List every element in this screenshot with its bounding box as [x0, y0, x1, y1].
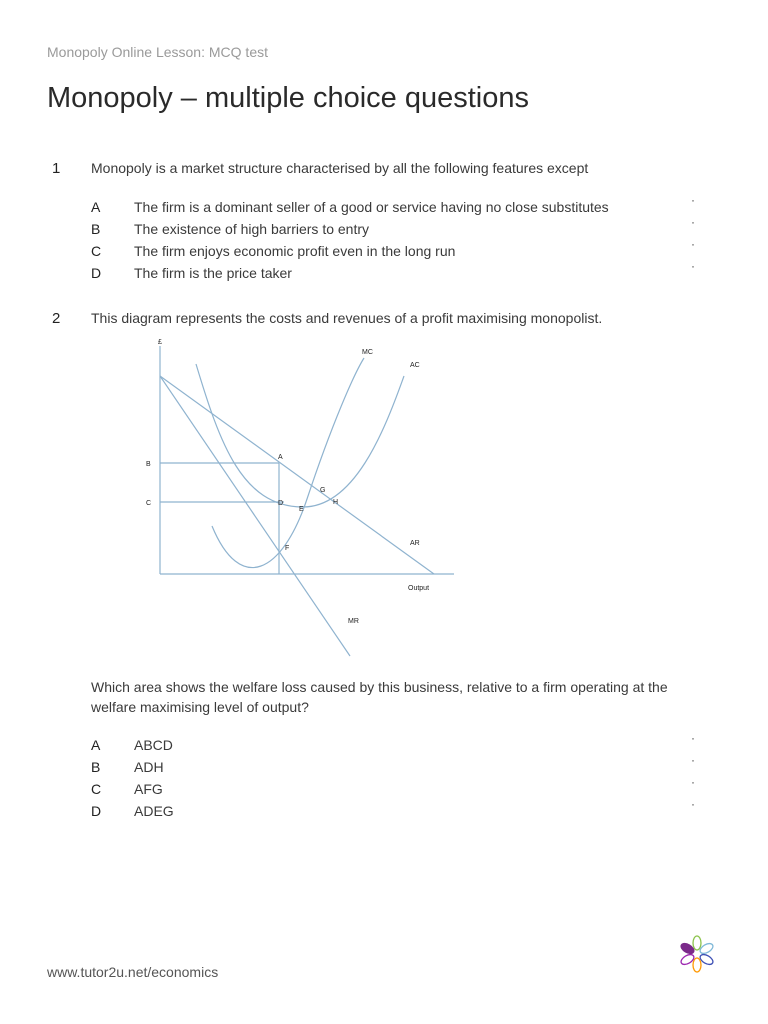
mr-label: MR — [348, 618, 359, 625]
point-h-label: H — [333, 499, 339, 506]
q2-option-b-text: ADH — [134, 759, 164, 775]
ac-label: AC — [410, 362, 420, 369]
monopoly-cost-revenue-diagram — [92, 334, 496, 658]
mc-label: MC — [362, 349, 373, 356]
question-1-number: 1 — [52, 160, 61, 177]
footer-url-link[interactable]: www.tutor2u.net/economics — [47, 964, 219, 980]
q1-option-c-text: The firm enjoys economic profit even in the long run — [134, 243, 456, 259]
question-2-followup: Which area shows the welfare loss caused by this business, relative to a firm operating at the welfare maximising level of output? — [91, 679, 668, 715]
q1-option-d-letter: D — [91, 265, 102, 281]
q1-option-b-marker: · — [691, 215, 695, 229]
point-c-label: C — [146, 500, 152, 507]
ar-label: AR — [410, 540, 420, 547]
point-a-label: A — [278, 454, 283, 461]
output-label: Output — [408, 585, 430, 592]
q2-option-c-marker: · — [691, 775, 695, 789]
point-b-label: B — [146, 461, 151, 468]
q1-option-a-letter: A — [91, 199, 101, 215]
point-e-label: E — [299, 506, 304, 513]
q1-option-d-text: The firm is the price taker — [134, 265, 292, 281]
q1-option-d-marker: · — [691, 259, 695, 273]
q1-option-b-text: The existence of high barriers to entry — [134, 221, 370, 237]
q1-option-c-letter: C — [91, 243, 102, 259]
q1-option-a-marker: · — [691, 193, 695, 207]
tutor2u-flower-logo-icon — [672, 932, 722, 978]
question-2-text: This diagram represents the costs and revenues of a profit maximising monopolist. — [91, 310, 603, 326]
q1-option-c-marker: · — [691, 237, 695, 251]
q2-option-b-letter: B — [91, 759, 101, 775]
q2-option-a-text: ABCD — [134, 737, 173, 753]
point-f-label: F — [285, 545, 290, 552]
q2-option-a-marker: · — [691, 731, 695, 745]
q1-option-a-text: The firm is a dominant seller of a good or service having no close substitutes — [134, 199, 609, 215]
page-title: Monopoly – multiple choice questions — [47, 82, 529, 114]
q2-option-a-letter: A — [91, 737, 101, 753]
q2-option-b-marker: · — [691, 753, 695, 767]
q2-option-c-letter: C — [91, 781, 102, 797]
point-d-label: D — [278, 500, 284, 507]
q2-option-d-letter: D — [91, 803, 102, 819]
page-kicker: Monopoly Online Lesson: MCQ test — [47, 44, 268, 60]
question-1-text: Monopoly is a market structure characterised by all the following features except — [91, 160, 589, 176]
y-axis-label: £ — [158, 339, 162, 346]
q1-option-b-letter: B — [91, 221, 101, 237]
q2-option-d-marker: · — [691, 797, 695, 811]
q2-option-c-text: AFG — [134, 781, 163, 797]
q2-option-d-text: ADEG — [134, 803, 174, 819]
question-2-number: 2 — [52, 310, 61, 327]
point-g-label: G — [320, 487, 326, 494]
